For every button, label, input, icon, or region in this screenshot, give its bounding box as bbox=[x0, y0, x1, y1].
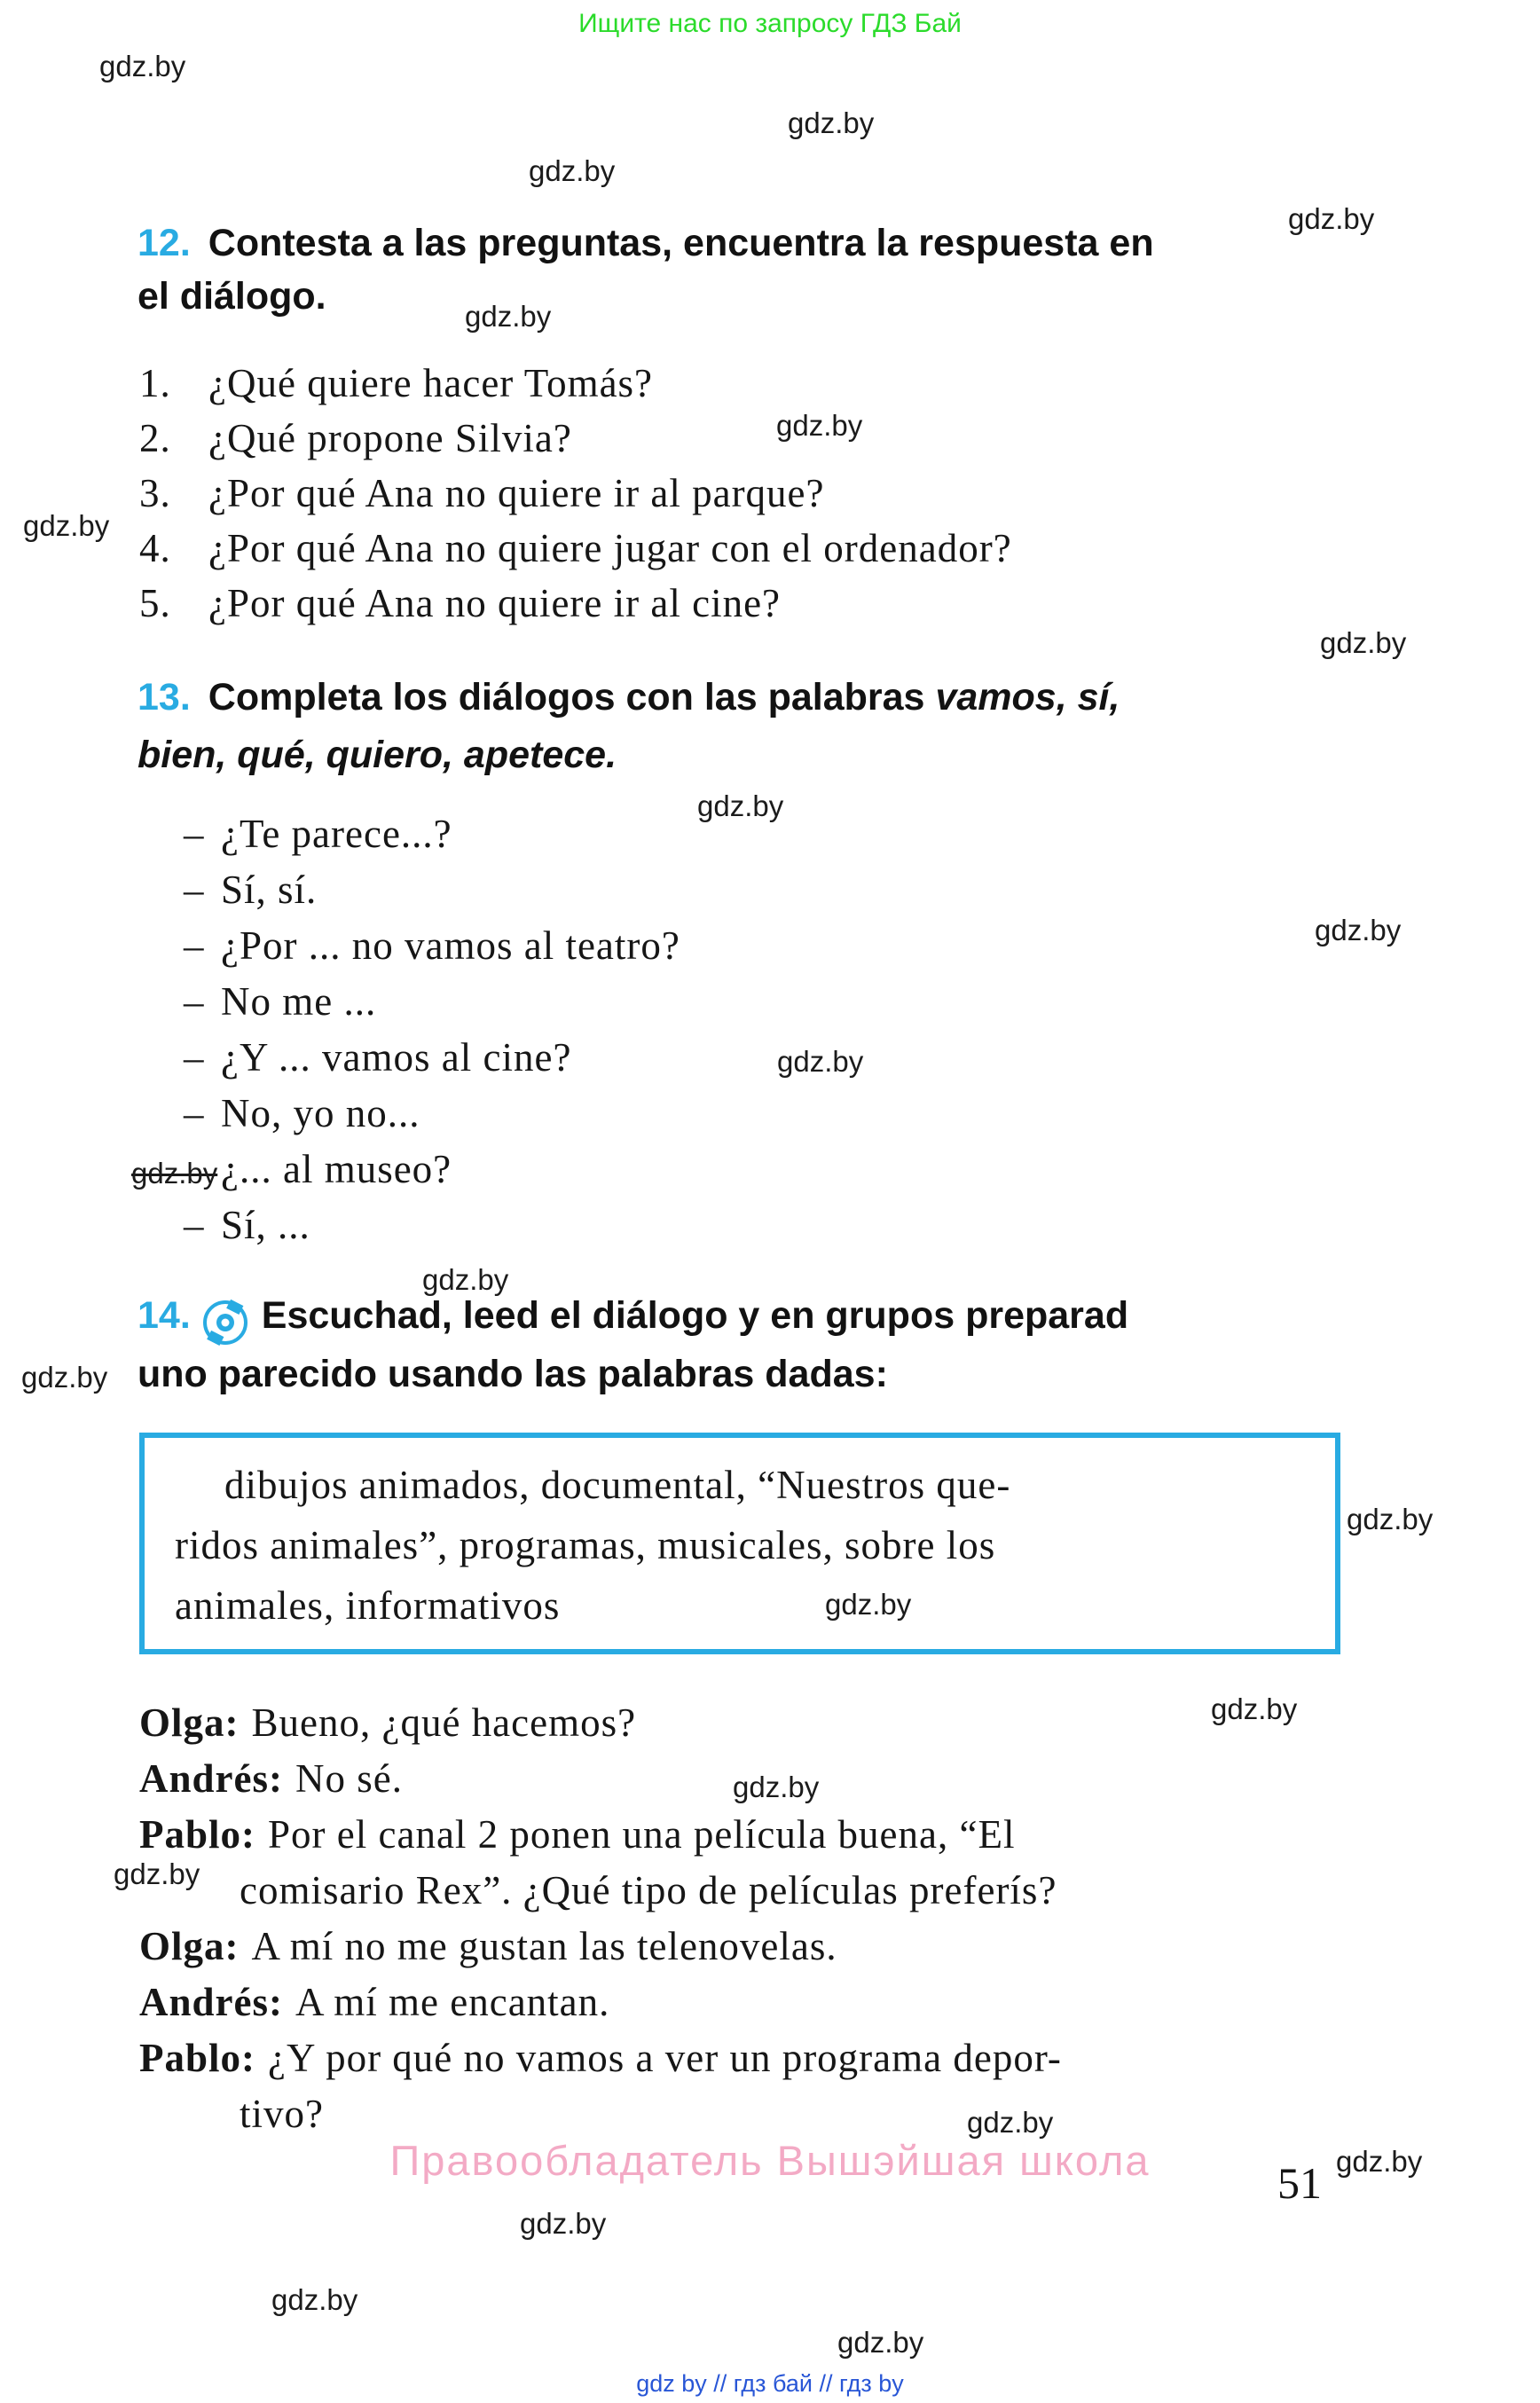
dialogue-text: Sí, sí. bbox=[221, 868, 318, 912]
question-text: ¿Qué quiere hacer Tomás? bbox=[208, 361, 654, 405]
question-row-3 bbox=[139, 471, 825, 515]
exercise-14-title-line2: uno parecido usando las palabras dadas: bbox=[138, 1353, 888, 1395]
speaker-name: Andrés: bbox=[139, 1756, 283, 1801]
watermark: gdz.by bbox=[271, 2283, 358, 2316]
exercise-13-number: 13. bbox=[138, 676, 191, 719]
dialogue14-line-8 bbox=[240, 2094, 324, 2134]
watermark: gdz.by bbox=[967, 2106, 1054, 2139]
watermark-strikethrough: gdz.by bbox=[131, 1157, 218, 1190]
exercise-13-words-italic: vamos, sí, bbox=[935, 676, 1120, 719]
watermark: gdz.by bbox=[1288, 202, 1375, 235]
dialogue-dash: – bbox=[184, 1035, 205, 1080]
exercise-12-title-text: Contesta a las preguntas, encuentra la respuesta en bbox=[208, 222, 1154, 264]
dialogue-text: No sé. bbox=[295, 1756, 403, 1801]
speaker-name: Andrés: bbox=[139, 1980, 283, 2024]
question-row-1 bbox=[139, 361, 654, 405]
dialogue-text: comisario Rex”. ¿Qué tipo de películas preferís? bbox=[240, 1868, 1057, 1912]
dialogue-text: ¿... al museo? bbox=[221, 1147, 452, 1191]
cd-icon bbox=[201, 1299, 249, 1347]
question-number: 1. bbox=[139, 361, 171, 405]
dialogue-dash: – bbox=[184, 1203, 205, 1247]
question-text: ¿Por qué Ana no quiere ir al cine? bbox=[208, 581, 782, 625]
question-number: 5. bbox=[139, 581, 171, 625]
exercise-14-title-text: Escuchad, leed el diálogo y en grupos preparad bbox=[261, 1294, 1129, 1337]
speaker-name: Olga: bbox=[139, 1924, 240, 1968]
dialogue13-line-8 bbox=[184, 1205, 310, 1245]
word-box-line-3: animales, informativos bbox=[175, 1583, 561, 1628]
dialogue-text: No, yo no... bbox=[221, 1091, 420, 1135]
watermark: gdz.by bbox=[422, 1263, 509, 1296]
watermark: gdz.by bbox=[99, 50, 186, 82]
dialogue14-line-7 bbox=[139, 2038, 1062, 2078]
watermark: gdz.by bbox=[114, 1857, 200, 1890]
watermark: gdz.by bbox=[777, 1045, 864, 1078]
dialogue-dash: – bbox=[184, 923, 205, 968]
watermark: gdz.by bbox=[733, 1771, 820, 1803]
question-row-5 bbox=[139, 581, 782, 625]
promo-banner: Ищите нас по запросу ГДЗ Бай bbox=[578, 9, 962, 38]
word-box bbox=[139, 1433, 1340, 1654]
speaker-name: Pablo: bbox=[139, 2036, 256, 2080]
dialogue-dash: – bbox=[184, 979, 205, 1024]
watermark: gdz.by bbox=[825, 1588, 912, 1621]
watermark: gdz.by bbox=[1320, 626, 1407, 659]
footer-links[interactable]: gdz by // гдз бай // гдз by bbox=[636, 2370, 904, 2397]
dialogue13-line-3 bbox=[184, 923, 680, 968]
dialogue-dash: – bbox=[184, 812, 205, 856]
dialogue-dash: – bbox=[184, 868, 205, 912]
dialogue14-line-5 bbox=[139, 1924, 837, 1968]
question-number: 2. bbox=[139, 416, 171, 460]
watermark: gdz.by bbox=[23, 509, 110, 542]
dialogue14-line-3 bbox=[139, 1812, 1016, 1857]
question-text: ¿Por qué Ana no quiere ir al parque? bbox=[208, 471, 825, 515]
word-box-line-1: dibujos animados, documental, “Nuestros que- bbox=[224, 1463, 1011, 1507]
dialogue-text: A mí me encantan. bbox=[295, 1980, 610, 2024]
dialogue14-line-6 bbox=[139, 1980, 610, 2024]
exercise-13-title-line1 bbox=[138, 676, 1120, 719]
page-number: 51 bbox=[1277, 2158, 1322, 2208]
dialogue-text: No me ... bbox=[221, 979, 377, 1024]
dialogue-text: A mí no me gustan las telenovelas. bbox=[251, 1924, 837, 1968]
dialogue13-line-5 bbox=[184, 1035, 572, 1080]
dialogue14-line-2 bbox=[139, 1756, 403, 1801]
dialogue13-line-2 bbox=[184, 870, 317, 910]
exercise-14-title-line1 bbox=[138, 1294, 1129, 1345]
question-text: ¿Por qué Ana no quiere jugar con el ordenador? bbox=[208, 526, 1012, 570]
watermark: gdz.by bbox=[776, 409, 863, 442]
question-number: 4. bbox=[139, 526, 171, 570]
dialogue-text: Bueno, ¿qué hacemos? bbox=[251, 1700, 637, 1745]
exercise-14-number: 14. bbox=[138, 1294, 191, 1337]
dialogue13-line-1 bbox=[184, 814, 452, 854]
question-row-2 bbox=[139, 416, 572, 460]
exercise-12-number: 12. bbox=[138, 222, 191, 264]
question-row-4 bbox=[139, 526, 1012, 570]
exercise-12-title-line2: el diálogo. bbox=[138, 275, 326, 318]
watermark: gdz.by bbox=[788, 106, 875, 139]
question-text: ¿Qué propone Silvia? bbox=[208, 416, 572, 460]
dialogue13-line-7 bbox=[184, 1147, 452, 1191]
watermark: gdz.by bbox=[529, 154, 616, 187]
watermark: gdz.by bbox=[1336, 2145, 1423, 2178]
watermark: gdz.by bbox=[1347, 1503, 1434, 1535]
dialogue-text: Por el canal 2 ponen una película buena, “El bbox=[268, 1812, 1016, 1857]
dialogue-text: Sí, ... bbox=[221, 1203, 310, 1247]
exercise-13-title-line2: bien, qué, quiero, apetece. bbox=[138, 734, 617, 776]
watermark: gdz.by bbox=[520, 2207, 607, 2240]
watermark: gdz.by bbox=[465, 300, 552, 333]
dialogue-text: ¿Y ... vamos al cine? bbox=[221, 1035, 572, 1080]
dialogue14-line-4 bbox=[240, 1868, 1057, 1912]
dialogue-text: ¿Por ... no vamos al teatro? bbox=[221, 923, 680, 968]
speaker-name: Olga: bbox=[139, 1700, 240, 1745]
watermark: gdz.by bbox=[1211, 1692, 1298, 1725]
dialogue-text: ¿Y por qué no vamos a ver un programa depor- bbox=[268, 2036, 1062, 2080]
exercise-13-title-text: Completa los diálogos con las palabras bbox=[208, 676, 925, 719]
copyright-line: Правообладатель Вышэйшая школа bbox=[389, 2137, 1151, 2184]
dialogue-dash: – bbox=[184, 1091, 205, 1135]
question-number: 3. bbox=[139, 471, 171, 515]
dialogue-text: ¿Te parece...? bbox=[221, 812, 452, 856]
watermark: gdz.by bbox=[837, 2326, 924, 2359]
exercise-12-title-line1 bbox=[138, 224, 1154, 263]
dialogue-text: tivo? bbox=[240, 2092, 324, 2136]
watermark: gdz.by bbox=[1315, 914, 1402, 946]
dialogue14-line-1 bbox=[139, 1700, 637, 1745]
word-box-line-2: ridos animales”, programas, musicales, sobre los bbox=[175, 1523, 996, 1567]
speaker-name: Pablo: bbox=[139, 1812, 256, 1857]
dialogue13-line-4 bbox=[184, 979, 377, 1024]
watermark: gdz.by bbox=[21, 1361, 108, 1394]
watermark: gdz.by bbox=[697, 789, 784, 822]
dialogue13-line-6 bbox=[184, 1091, 420, 1135]
